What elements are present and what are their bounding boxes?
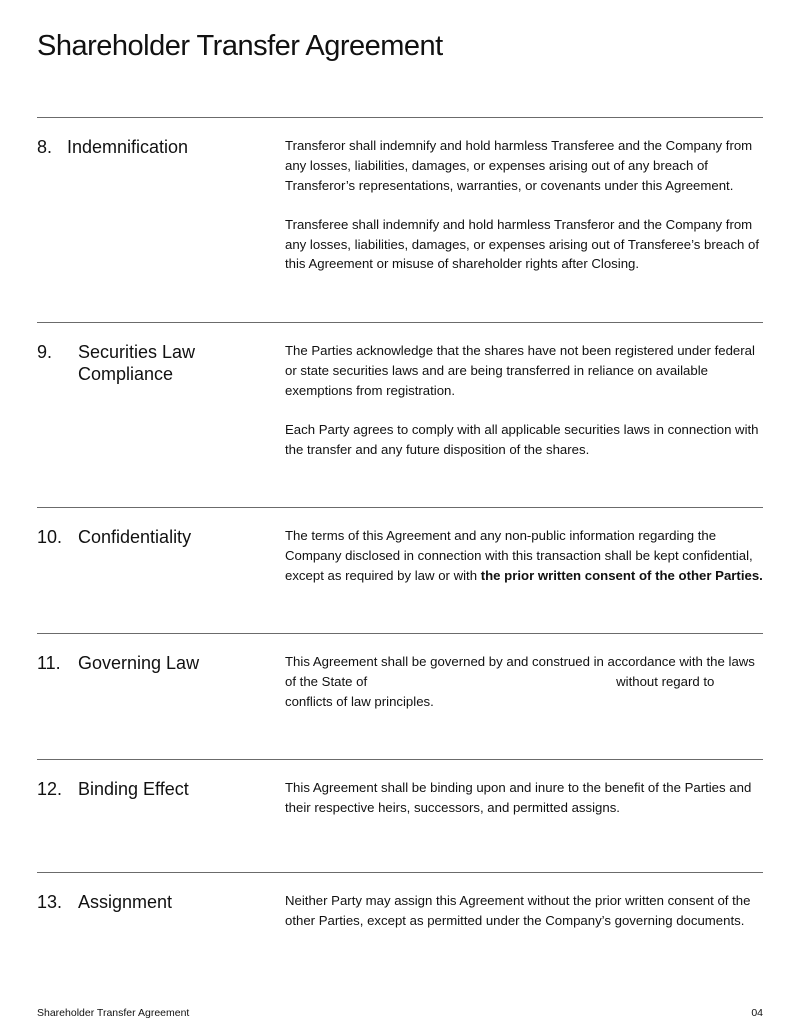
paragraph-text: The terms of this Agreement and any non-public information regarding the Company disclosed in connection with this transaction shall be kept confidential, except as required by law or with — [285, 528, 753, 583]
paragraph-bold-text: the prior written consent of the other Parties. — [480, 567, 763, 583]
section-title: Binding Effect — [78, 779, 189, 799]
section-title-line: Securities Law — [78, 342, 196, 362]
section-confidentiality — [37, 507, 763, 633]
document-title: Shareholder Transfer Agreement — [37, 30, 443, 62]
paragraph: This Agreement shall be binding upon and inure to the benefit of the Parties and their respective heirs, successors, and permitted assigns. — [285, 780, 752, 815]
section-number: 12. — [37, 779, 63, 799]
paragraph-text: This Agreement shall be governed by and construed in accordance with the laws of the State of — [285, 654, 755, 689]
section-body — [285, 778, 765, 818]
paragraph — [285, 652, 765, 711]
section-body — [285, 652, 765, 711]
paragraph: Transferee shall indemnify and hold harmless Transferor and the Company from any losses, liabilities, damages, or expenses arising out of Transferee’s breach of this Agreement or misuse of shareholder rights after Closing. — [285, 216, 760, 272]
paragraph: Transferor shall indemnify and hold harmless Transferee and the Company from any losses, liabilities, damages, or expenses arising out of any breach of Transferor’s representations, warranties, or covenants under this Agreement. — [285, 138, 753, 193]
section-governing-law — [37, 633, 763, 759]
section-title — [78, 341, 195, 385]
section-body — [285, 526, 765, 585]
section-title: Indemnification — [67, 137, 189, 157]
paragraph-text: without regard to — [616, 673, 715, 689]
section-assignment — [37, 872, 763, 982]
section-number: 11. — [37, 653, 61, 673]
section-body — [285, 341, 765, 459]
section-number: 9. — [37, 342, 53, 362]
paragraph: Neither Party may assign this Agreement without the prior written consent of the other Parties, except as permitted under the Company’s governing documents. — [285, 893, 751, 928]
paragraph — [285, 526, 765, 585]
paragraph: The Parties acknowledge that the shares have not been registered under federal or state securities laws and are being transferred in reliance on available exemptions from registration. — [285, 343, 755, 398]
section-title: Confidentiality — [78, 527, 192, 547]
footer-document-title: Shareholder Transfer Agreement — [37, 1007, 190, 1019]
section-title: Governing Law — [78, 653, 200, 673]
section-body — [285, 136, 765, 274]
footer-page-number: 04 — [751, 1007, 763, 1019]
paragraph: Each Party agrees to comply with all applicable securities laws in connection with the transfer and any future disposition of the shares. — [285, 421, 759, 457]
section-title-line: Compliance — [78, 364, 174, 384]
section-number: 10. — [37, 527, 63, 547]
section-number: 8. — [37, 137, 53, 157]
section-number: 13. — [37, 892, 63, 912]
section-securities-law-compliance — [37, 322, 763, 507]
section-indemnification — [37, 117, 763, 322]
paragraph-text: conflicts of law principles. — [285, 693, 434, 709]
section-binding-effect — [37, 759, 763, 872]
section-body — [285, 891, 765, 931]
section-title: Assignment — [78, 892, 173, 912]
